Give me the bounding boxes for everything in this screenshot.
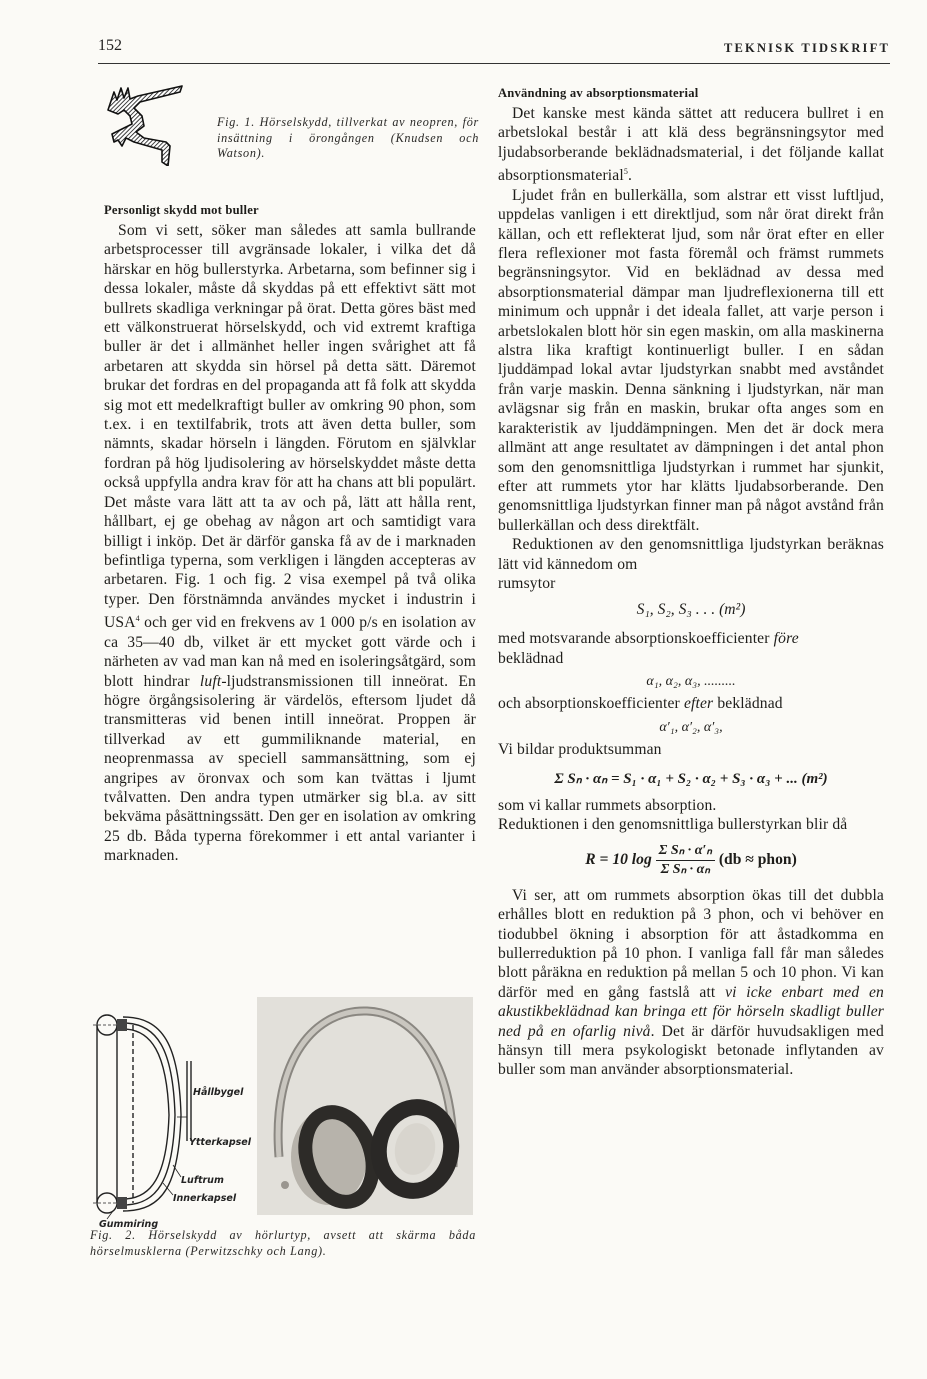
- label-ytterkapsel: Ytterkapsel: [189, 1137, 251, 1148]
- formula-sum: Σ Sₙ · αₙ = S₁ · α₁ + S₂ · α₂ + S₃ · α₃ + ... (m²): [554, 770, 828, 787]
- section-heading-personal-protection: Personligt skydd mot buller: [104, 203, 259, 217]
- figure-1-caption: Fig. 1. Hörselskydd, tillverkat av neopren, för insättning i örongången (Knudsen och Watson).: [217, 115, 479, 160]
- formula-alpha-prime: α′₁, α′₂, α′₃,: [659, 719, 723, 735]
- paragraph-coating: beklädnad: [498, 649, 564, 667]
- formula-reduction: [498, 843, 884, 878]
- formula-r-lhs: R = 10 log: [585, 850, 652, 868]
- formula-fraction: [656, 843, 715, 878]
- formula-denominator: Σ Sₙ · αₙ: [660, 861, 710, 877]
- figure-2-caption: Fig. 2. Hörselskydd av hörlurtyp, avsett att skärma båda hörselmusklerna (Perwitzschky och Lang).: [90, 1228, 476, 1258]
- label-luftrum: Luftrum: [181, 1175, 224, 1186]
- right-column: [498, 86, 884, 1080]
- paragraph-personal-protection: Som vi sett, söker man således att samla bullrande arbetsprocesser till avgränsade lokaler, i vilka det då härskar en hög bullerstyrka. Arbetarna, som befinner sig i dessa lokaler, måste då skyddas på ett effektivt sätt mot bullrets skadliga verkningar på örat. Detta göres bäst med ett välkonstruerat hörselskydd, och vid extremt kraftiga buller är det i allmänhet heller ingen svårighet att få arbetaren att skydda sin hörsel på detta sätt. Däremot brukar det fordras en del propaganda att få folk att skydda sig mot ett medelkraftigt buller av omkring 90 phon, som t.ex. i en textilfabrik, trots att även detta buller, som nämnts, skadar hörseln i längden. Förutom en självklar fordran på hög ljudisolering av hörselskyddet måste detta också uppfylla andra krav för att ha chans att bli populärt. Det måste vara lätt att ta av och på, lätt att hålla rent, hållbart, ej ge obehag av någon art och samtidigt vara billigt i inköp. Det är därför ganska få av de i marknaden befintliga typerna, som verkligen i längden accepteras av arbetaren. Fig. 1 och fig. 2 visa exempel på två olika typer. Den förstnämnda användes mycket i industrin i USA$^4$ och ger vid en frekvens av 1 000 p/s en isolation av ca 35—40 db, vilket är ett mycket gott värde och i närheten av vad man kan nå med en isoleringsåtgärd, som blott hindrar luft-ljudstransmissionen till inneörat. En högre örgångsisolering är värdelös, eftersom ljudet då transmitteras vid benen intill inneörat. Proppen är tillverkad av ett gummiliknande material, en neoprenmassa av speciell sammansättning, som ej angripes av öronvax och som kan tvättas i ljumt tvålvatten. Den andra typen utmärker sig bl.a. av sitt bekväma påsättningssätt. Den ger en isolation av omkring 25 db. Båda typerna förekommer i ett antal varianter i marknaden.: [104, 222, 476, 865]
- page-number: 152: [98, 37, 122, 54]
- footnote-ref: 5: [623, 167, 628, 177]
- formula-alpha: α₁, α₂, α₃, .........: [646, 674, 736, 690]
- footnote-ref: 4: [135, 614, 140, 624]
- formula-unit: (db ≈ phon): [718, 850, 797, 868]
- formula-numerator: Σ Sₙ · α′ₙ: [656, 843, 715, 861]
- headphones-icon: [257, 997, 473, 1215]
- paragraph-reduction-intro: Reduktionen av den genomsnittliga ljudstyrkan beräknas lätt vid kännedom om: [498, 536, 884, 573]
- paragraph-product-sum: Vi bildar produktsumman: [498, 740, 662, 758]
- formula-surfaces: S₁, S₂, S₃ . . . (m²): [636, 601, 746, 619]
- paragraph-reduction-formula-intro: Reduktionen i den genomsnittliga bullerstyrkan blir då: [498, 816, 848, 834]
- paragraph-coefficients-before: med motsvarande absorptionskoefficienter före: [498, 630, 799, 648]
- header-rule: [98, 63, 890, 64]
- paragraph-conclusion: Vi ser, att om rummets absorption ökas till det dubbla erhålles blott en reduktion på 3 phon, och vi behöver en tiodubbel ökning i absorption för att åstadkomma en bullerreduktion på 10 phon. I vanliga fall får man således blott påräkna en reduktion på mellan 5 och 10 phon. Vi kan därför med en gång fastslå att vi icke enbart med en akustikbeklädnad kan bringa ett för hörseln skadligt buller ned på en ofarlig nivå. Det är därför huvudsakligen med hänsyn till mera psykologiskt betonade inflytanden av buller som man använder absorptionsmaterial.: [498, 886, 885, 1079]
- section-heading-absorption: Användning av absorptionsmaterial: [498, 86, 699, 100]
- earplug-cross-section-icon: [104, 82, 184, 166]
- label-innerkapsel: Innerkapsel: [173, 1193, 237, 1204]
- label-gummiring: Gummiring: [99, 1219, 159, 1230]
- earmuff-headset-photo: [257, 997, 473, 1215]
- earmuff-diagram: [93, 1005, 253, 1233]
- paragraph-coefficients-after: och absorptionskoefficienter efter beklädnad: [498, 695, 783, 713]
- paragraph-sound-components: Ljudet från en bullerkälla, som alstrar ett visst luftljud, uppdelas vanligen i ett direktljud, som når örat direkt från källan, och ett reflekterat ljud, som når örat efter en eller flera reflexioner mot fasta föremål och främst rummets begränsningsytor. Vid en beklädnad av dessa med absorptionsmaterial dämpar man ljudreflexionerna till ett minimum och uppnår i det ideala fallet, att varje person i arbetslokalen blott hör sin egen maskin, om alla maskinerna alstra lika kraftigt kontinuerligt buller. I en sådan ljuddämpad lokal avtar ljudstyrkan snabbt med avståndet från varje maskin. Denna sänkning i ljudstyrkan, när man avlägsnar sig från en maskin, brukar ofta anges som en karakteristik av ljuddämpningen. Men det är dock mera allmänt att ange resultatet av dämpningen i det antal phon som den genomsnittliga ljudstyrkan i rummet har sjunkit, efter att rummets ytor har klätts ljudabsorberande. Den genomsnittliga ljudstyrkan finner man på något avstånd från bullerkällan och dess direktfält.: [498, 186, 884, 534]
- paragraph-room-surfaces: rumsytor: [498, 574, 556, 592]
- journal-title: TEKNISK TIDSKRIFT: [723, 41, 890, 55]
- label-hallbygel: Hållbygel: [193, 1087, 244, 1098]
- paragraph-absorption-intro: Det kanske mest kända sättet att reducera bullret i en arbetslokal består i att klä dess begränsningsytor med ljudabsorberande beklädnadsmaterial, i det följande kallat absorptionsmaterial$^5$.: [498, 105, 884, 185]
- paragraph-room-absorption: som vi kallar rummets absorption.: [498, 796, 717, 814]
- left-column: [104, 203, 476, 866]
